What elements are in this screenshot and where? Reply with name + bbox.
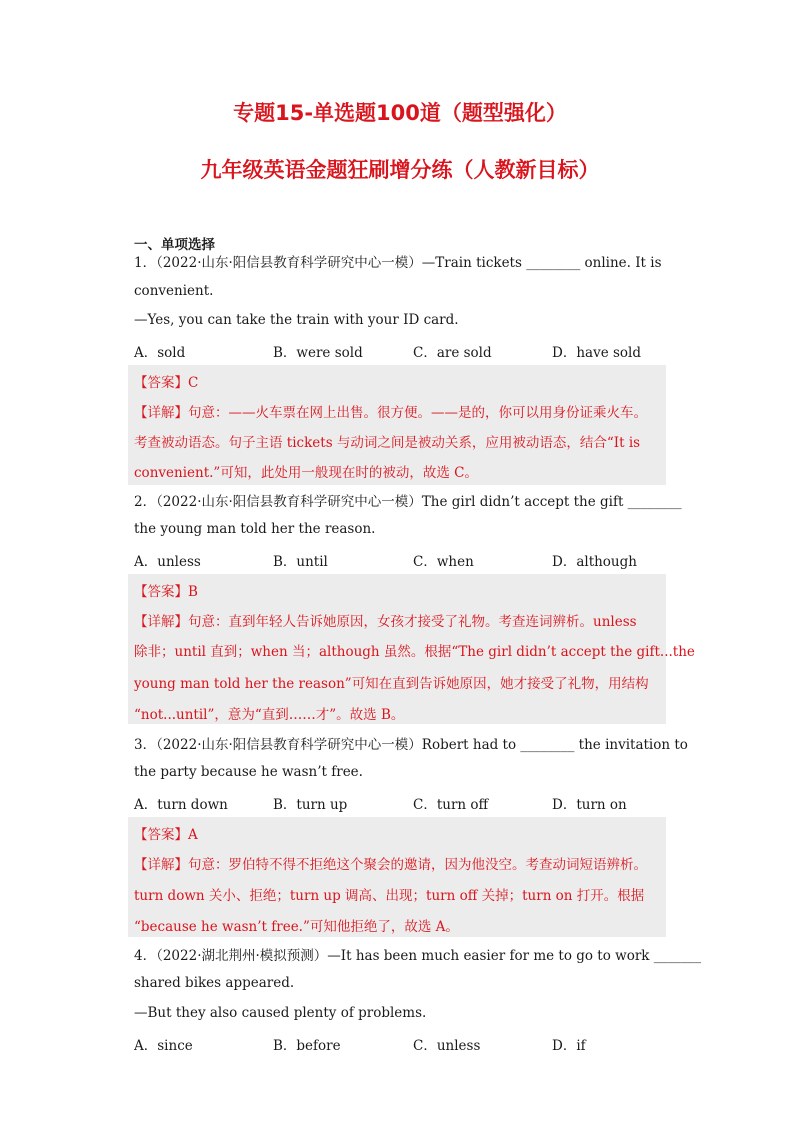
option-a: A．sold <box>134 345 186 361</box>
question-1-line-3: —Yes, you can take the train with your ID card. <box>134 312 459 328</box>
option-b: B．were sold <box>273 345 363 361</box>
explain-2-line-2: 除非；until 直到；when 当；although 虽然。根据“The girl didn’t accept the gift...the <box>134 644 695 660</box>
question-4-line-2: shared bikes appeared. <box>134 975 295 991</box>
option-d: D．have sold <box>552 345 641 361</box>
page-subtitle: 九年级英语金题狂刷增分练（人教新目标） <box>200 158 600 182</box>
option-b: B．until <box>273 554 328 570</box>
answer-3: 【答案】A <box>134 827 198 843</box>
explain-1-line-2: 考查被动语态。句子主语 tickets 与动词之间是被动关系，应用被动语态，结合“It is <box>134 435 641 451</box>
question-3-line-1: 3．（2022·山东·阳信县教育科学研究中心一模）Robert had to ________ the invitation to <box>134 737 688 753</box>
explain-3-line-2: turn down 关小、拒绝；turn up 调高、出现；turn off 关掉；turn on 打开。根据 <box>134 888 645 904</box>
answer-2: 【答案】B <box>134 584 198 600</box>
question-2-line-1: 2．（2022·山东·阳信县教育科学研究中心一模）The girl didn’t accept the gift ________ <box>134 494 682 510</box>
option-b: B．before <box>273 1038 341 1054</box>
question-2-line-2: the young man told her the reason. <box>134 521 376 537</box>
question-4-line-1: 4．（2022·湖北荆州·模拟预测）—It has been much easier for me to go to work _______ <box>134 948 702 964</box>
option-c: C．turn off <box>413 797 489 813</box>
option-c: C．unless <box>413 1038 481 1054</box>
explain-3-line-3: “because he wasn’t free.”可知他拒绝了，故选 A。 <box>134 919 459 935</box>
option-a: A．since <box>134 1038 193 1054</box>
option-c: C．are sold <box>413 345 492 361</box>
explain-2-line-3: young man told her the reason”可知在直到告诉她原因，她才接受了礼物，用结构 <box>134 676 649 692</box>
question-1-line-2: convenient. <box>134 283 214 299</box>
explain-1-line-1: 【详解】句意：——火车票在网上出售。很方便。——是的，你可以用身份证乘火车。 <box>134 405 647 421</box>
explain-2-line-1: 【详解】句意：直到年轻人告诉她原因，女孩才接受了礼物。考查连词辨析。unless <box>134 614 637 630</box>
option-a: A．turn down <box>134 797 228 813</box>
answer-1: 【答案】C <box>134 375 199 391</box>
explain-2-line-4: “not...until”，意为“直到……才”。故选 B。 <box>134 707 405 723</box>
option-c: C．when <box>413 554 474 570</box>
option-a: A．unless <box>134 554 201 570</box>
explain-3-line-1: 【详解】句意：罗伯特不得不拒绝这个聚会的邀请，因为他没空。考查动词短语辨析。 <box>134 857 647 873</box>
question-3-line-2: the party because he wasn’t free. <box>134 764 363 780</box>
option-d: D．although <box>552 554 637 570</box>
question-4-line-3: —But they also caused plenty of problems. <box>134 1005 427 1021</box>
page-title: 专题15-单选题100道（题型强化） <box>233 101 567 125</box>
option-d: D．turn on <box>552 797 627 813</box>
explain-1-line-3: convenient.”可知，此处用一般现在时的被动，故选 C。 <box>134 465 478 481</box>
option-d: D．if <box>552 1038 586 1054</box>
question-1-line-1: 1．（2022·山东·阳信县教育科学研究中心一模）—Train tickets ________ online. It is <box>134 255 662 271</box>
section-heading: 一、单项选择 <box>134 237 215 253</box>
option-b: B．turn up <box>273 797 348 813</box>
